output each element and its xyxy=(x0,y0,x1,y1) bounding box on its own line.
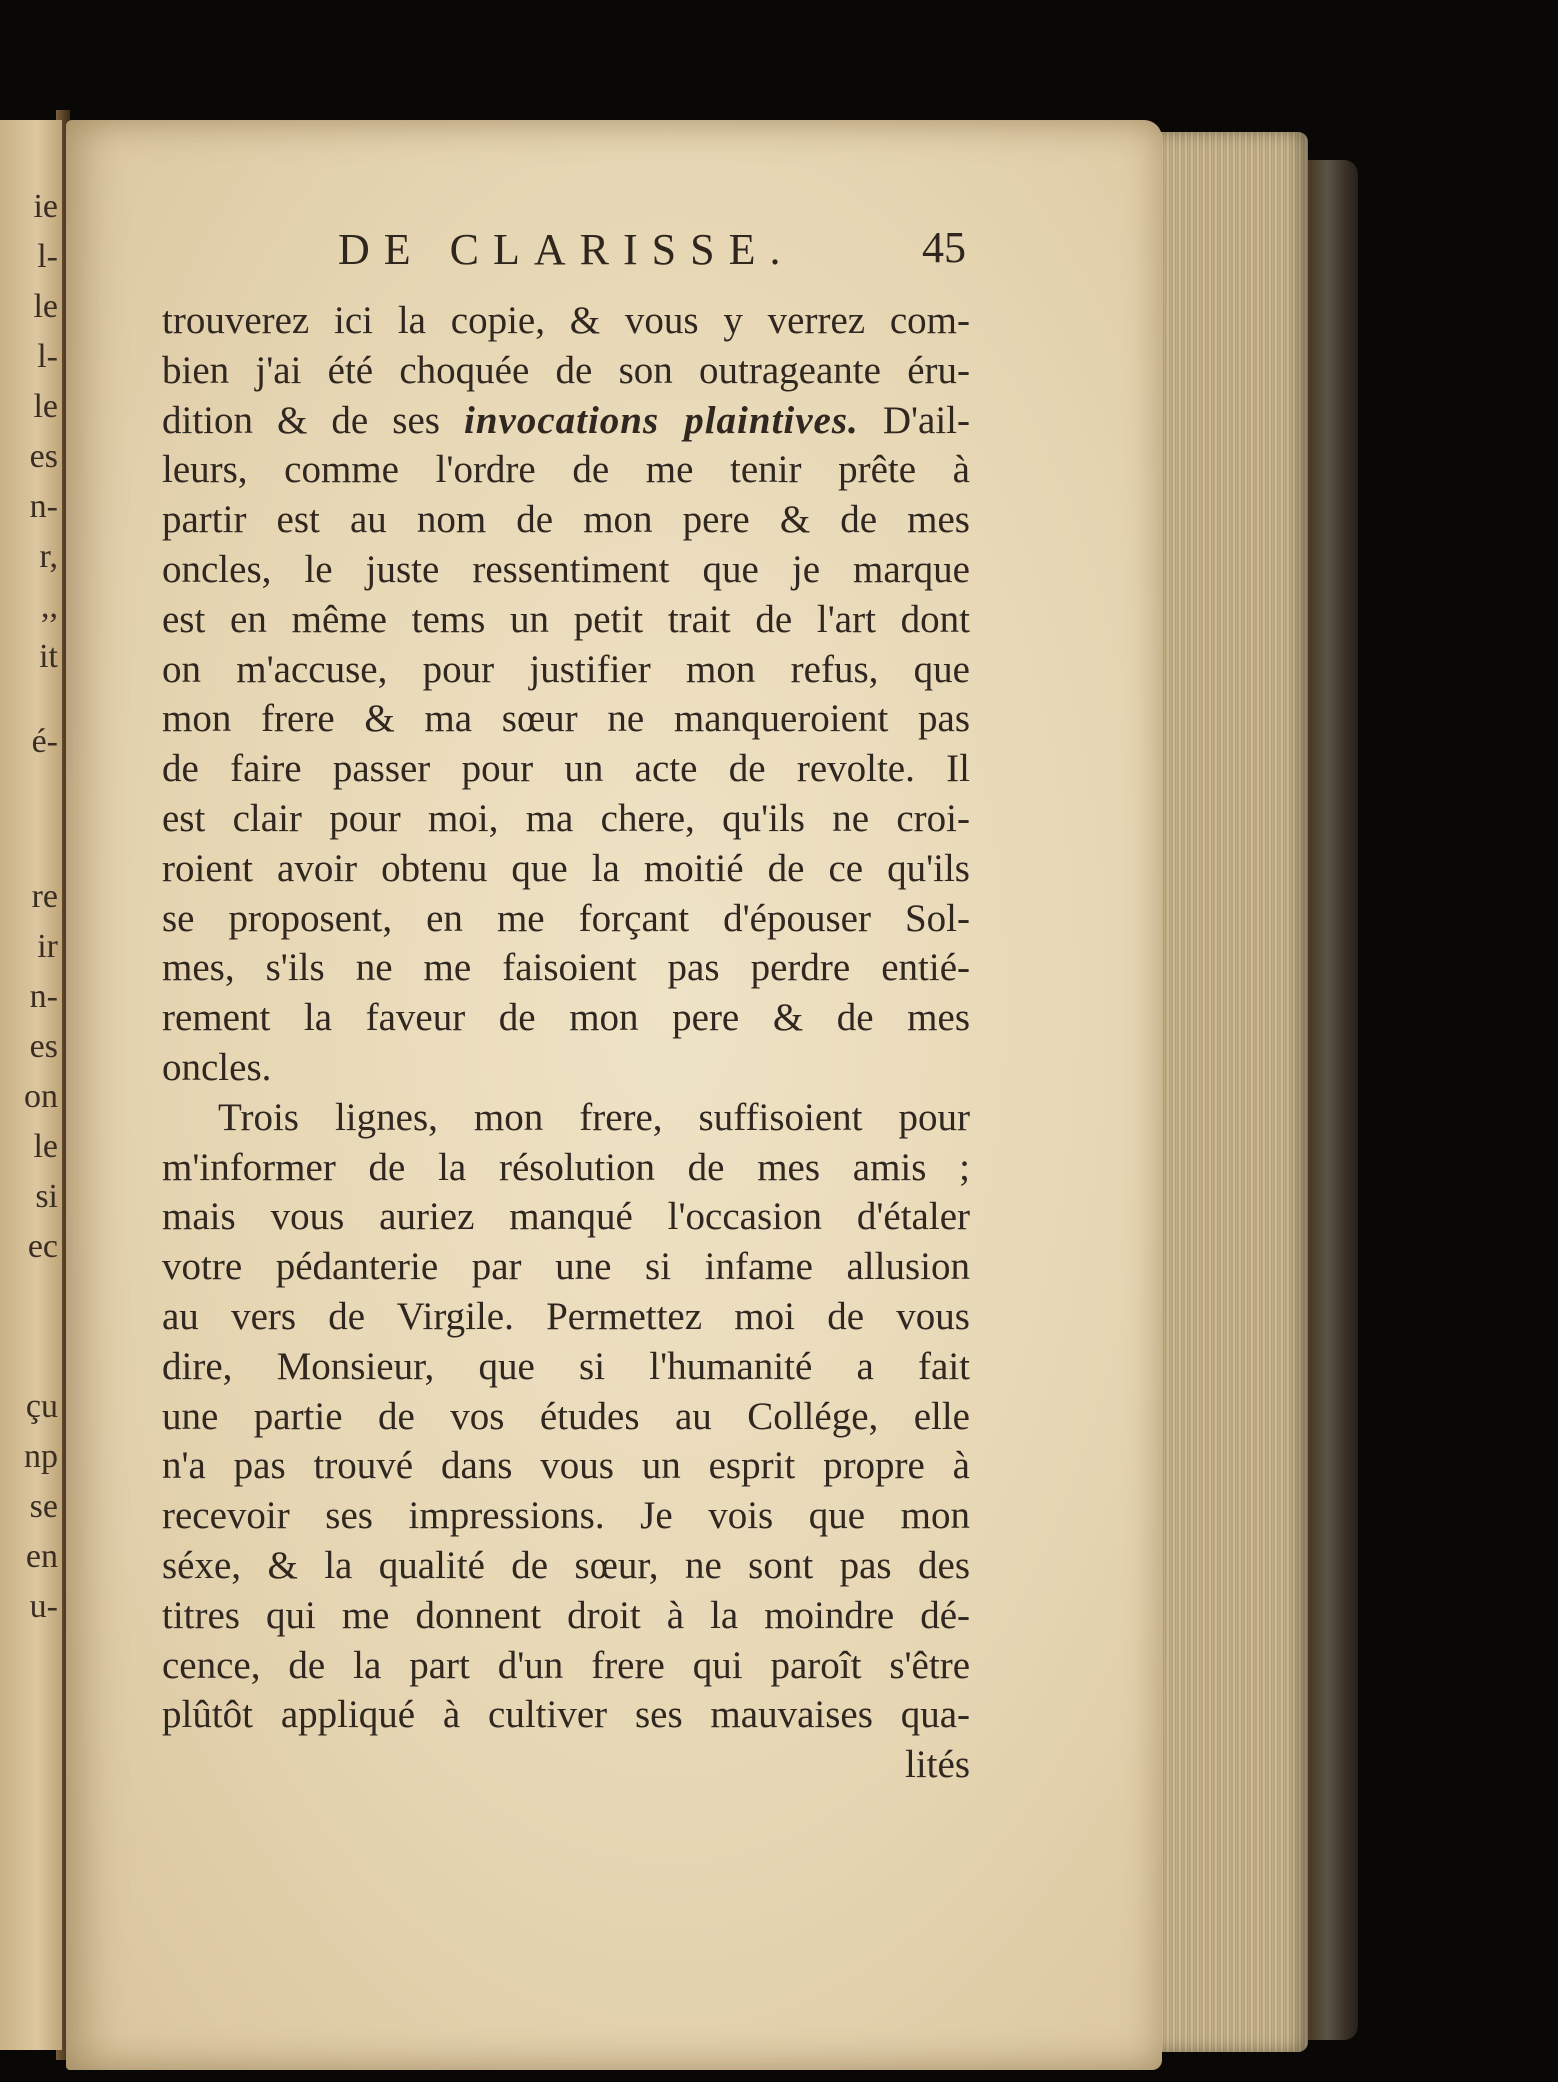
text-line: dition & de ses invocations plaintives. D'ail- xyxy=(162,398,970,442)
page-header xyxy=(316,222,966,282)
previous-page-fragment: ec xyxy=(27,1228,58,1265)
previous-page-fragment: re xyxy=(31,878,58,915)
previous-page-fragment: le xyxy=(33,1128,58,1165)
text-line: votre pédanterie par une si infame allusion xyxy=(162,1245,970,1289)
previous-page-fragment: es xyxy=(29,1028,58,1065)
previous-page-fragment: r, xyxy=(39,538,58,575)
previous-page-fragment: np xyxy=(24,1438,58,1475)
previous-page-fragment: si xyxy=(35,1178,58,1215)
previous-page-fragment: n- xyxy=(29,978,58,1015)
text-line: m'informer de la résolution de mes amis ; xyxy=(162,1145,970,1189)
text-line: rement la faveur de mon pere & de mes xyxy=(162,996,970,1040)
text-line: oncles, le juste ressentiment que je marque xyxy=(162,547,970,591)
text-line: plûtôt appliqué à cultiver ses mauvaises qua- xyxy=(162,1693,970,1737)
text-line: se proposent, en me forçant d'épouser Sol- xyxy=(162,896,970,940)
italic-phrase: invocations plaintives. xyxy=(463,398,859,442)
page-block-edges xyxy=(1158,132,1308,2052)
text-line: recevoir ses impressions. Je vois que mon xyxy=(162,1494,970,1538)
previous-page-fragment: ,, xyxy=(41,588,58,625)
text-line: partir est au nom de mon pere & de mes xyxy=(162,498,970,542)
text-line: leurs, comme l'ordre de me tenir prête à xyxy=(162,448,970,492)
previous-page-fragment: on xyxy=(24,1078,58,1115)
previous-page-fragment: ir xyxy=(37,928,58,965)
text-line: mais vous auriez manqué l'occasion d'étaler xyxy=(162,1195,970,1239)
previous-page-fragment: é- xyxy=(31,723,58,760)
body-text xyxy=(162,296,970,1790)
previous-page-fragment: es xyxy=(29,438,58,475)
text-line: n'a pas trouvé dans vous un esprit propre à xyxy=(162,1444,970,1488)
previous-page-fragment: le xyxy=(33,288,58,325)
previous-page-fragment: en xyxy=(25,1538,58,1575)
text-line: Trois lignes, mon frere, suffisoient pour xyxy=(218,1095,970,1139)
text-line: mon frere & ma sœur ne manqueroient pas xyxy=(162,697,970,741)
text-line: cence, de la part d'un frere qui paroît s'être xyxy=(162,1643,970,1687)
text-line: séxe, & la qualité de sœur, ne sont pas des xyxy=(162,1543,970,1587)
text-line: oncles. xyxy=(162,1045,272,1089)
previous-page-fragment: l- xyxy=(37,338,58,375)
text-line: est clair pour moi, ma chere, qu'ils ne croi- xyxy=(162,796,970,840)
text-line: roient avoir obtenu que la moitié de ce qu'ils xyxy=(162,846,970,890)
previous-page-fragment: n- xyxy=(29,488,58,525)
text-line: dire, Monsieur, que si l'humanité a fait xyxy=(162,1344,970,1388)
text-line: trouverez ici la copie, & vous y verrez com- xyxy=(162,299,970,342)
previous-page-fragment: le xyxy=(33,388,58,425)
text-line: titres qui me donnent droit à la moindre dé- xyxy=(162,1593,970,1637)
text-line: une partie de vos études au Collége, elle xyxy=(162,1394,970,1438)
page-number: 45 xyxy=(922,223,966,272)
text-line: est en même tems un petit trait de l'art dont xyxy=(162,597,970,641)
previous-page-fragment: u- xyxy=(29,1588,58,1625)
text-line: on m'accuse, pour justifier mon refus, que xyxy=(162,647,970,691)
previous-page-fragment: se xyxy=(29,1488,58,1525)
catchword: lités xyxy=(905,1743,970,1787)
text-line: de faire passer pour un acte de revolte. Il xyxy=(162,747,970,791)
text-line: mes, s'ils ne me faisoient pas perdre entié- xyxy=(162,946,970,990)
text-line: au vers de Virgile. Permettez moi de vous xyxy=(162,1294,970,1338)
text-line: bien j'ai été choquée de son outrageante éru- xyxy=(162,348,970,392)
previous-page-fragment: ie xyxy=(33,188,58,225)
previous-page-fragment: çu xyxy=(25,1388,58,1425)
running-head: DE CLARISSE. xyxy=(338,225,795,274)
previous-page-edge xyxy=(0,120,62,2050)
previous-page-fragment: it xyxy=(39,638,58,675)
previous-page-fragment: l- xyxy=(37,238,58,275)
